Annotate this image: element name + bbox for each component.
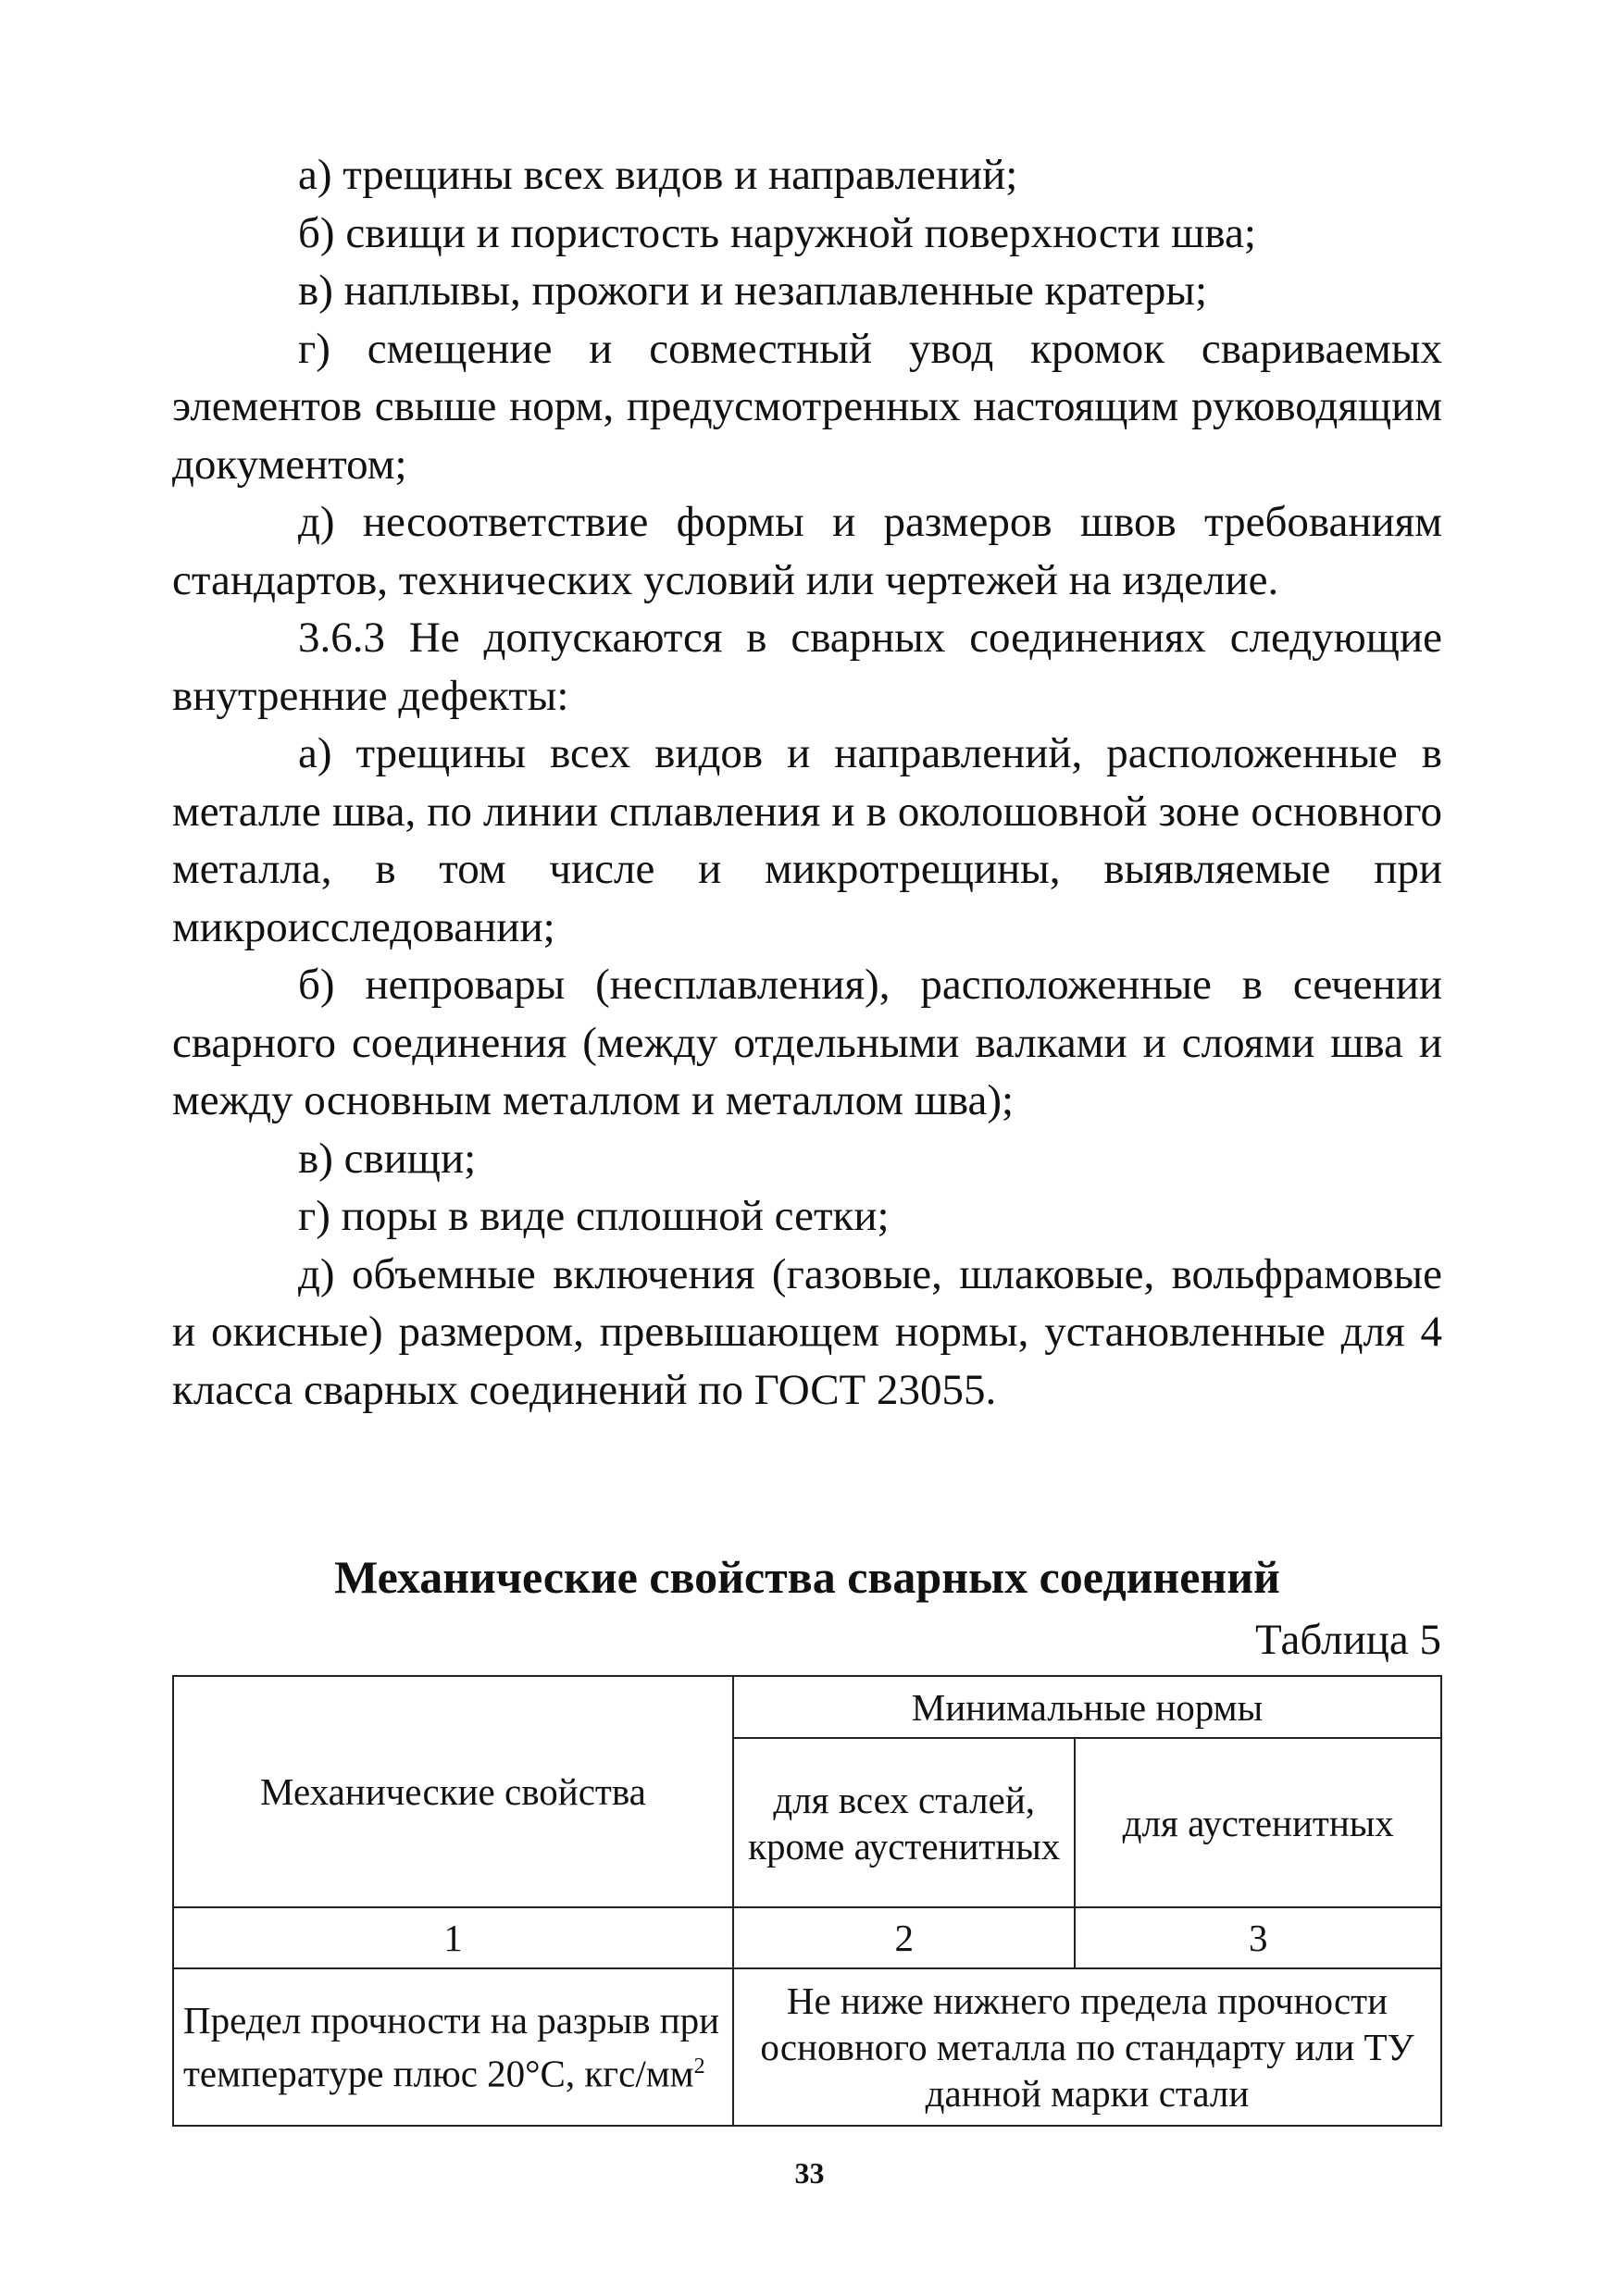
row-property-text: Предел прочности на разрыв при температуре плюс 20°С, кгс/мм xyxy=(183,1999,720,2095)
body-text xyxy=(172,146,1442,1419)
page-number: 33 xyxy=(794,2156,825,2190)
paragraph-internal-c: в) свищи; xyxy=(298,1134,477,1183)
paragraph-defect-d: г) смещение и совместный увод кромок свариваемых элементов свыше норм, предусмотренных настоящим руководящим документом; xyxy=(172,324,1442,489)
section-heading: Механические свойства сварных соединений xyxy=(334,1551,1280,1603)
header-all-steels: для всех сталей, кроме аустенитных xyxy=(733,1738,1076,1907)
row-property xyxy=(173,1968,733,2126)
paragraph-internal-d: г) поры в виде сплошной сетки; xyxy=(298,1192,890,1240)
paragraph-defect-b: б) свищи и пористость наружной поверхности шва; xyxy=(298,208,1256,257)
header-property: Механические свойства xyxy=(173,1676,733,1907)
row-norm: Не ниже нижнего предела прочности основного металла по стандарту или ТУ данной марки стали xyxy=(733,1968,1441,2126)
mechanical-properties-table xyxy=(172,1675,1442,2127)
paragraph-defect-c: в) наплывы, прожоги и незаплавленные кратеры; xyxy=(298,267,1208,315)
column-number-3: 3 xyxy=(1075,1907,1441,1968)
paragraph-clause-3-6-3: 3.6.3 Не допускаются в сварных соединениях следующие внутренние дефекты: xyxy=(172,614,1442,720)
column-number-2: 2 xyxy=(733,1907,1076,1968)
paragraph-internal-b: б) непровары (несплавления), расположенные в сечении сварного соединения (между отдельными валками и слоями шва и между основным металлом и металлом шва); xyxy=(172,961,1442,1124)
paragraph-defect-e: д) несоответствие формы и размеров швов требованиям стандартов, технических условий или чертежей на изделие. xyxy=(172,498,1442,604)
paragraph-defect-a: а) трещины всех видов и направлений; xyxy=(298,151,1018,199)
column-number-1: 1 xyxy=(173,1907,733,1968)
header-austenitic: для аустенитных xyxy=(1075,1738,1441,1907)
table-row xyxy=(173,1968,1441,2126)
table-header-row xyxy=(173,1676,1441,1738)
table-column-numbers-row xyxy=(173,1907,1441,1968)
paragraph-internal-a: а) трещины всех видов и направлений, расположенные в металле шва, по линии сплавления и в околошовной зоне основного металла, в том числе и микротрещины, выявляемые при микроисследовании; xyxy=(172,729,1442,951)
header-group: Минимальные нормы xyxy=(733,1676,1441,1738)
row-property-superscript: 2 xyxy=(693,2054,705,2079)
paragraph-internal-e: д) объемные включения (газовые, шлаковые, вольфрамовые и окисные) размером, превышающем нормы, установленные для 4 класса сварных соединений по ГОСТ 23055. xyxy=(172,1249,1442,1414)
table-caption: Таблица 5 xyxy=(1254,1616,1441,1664)
